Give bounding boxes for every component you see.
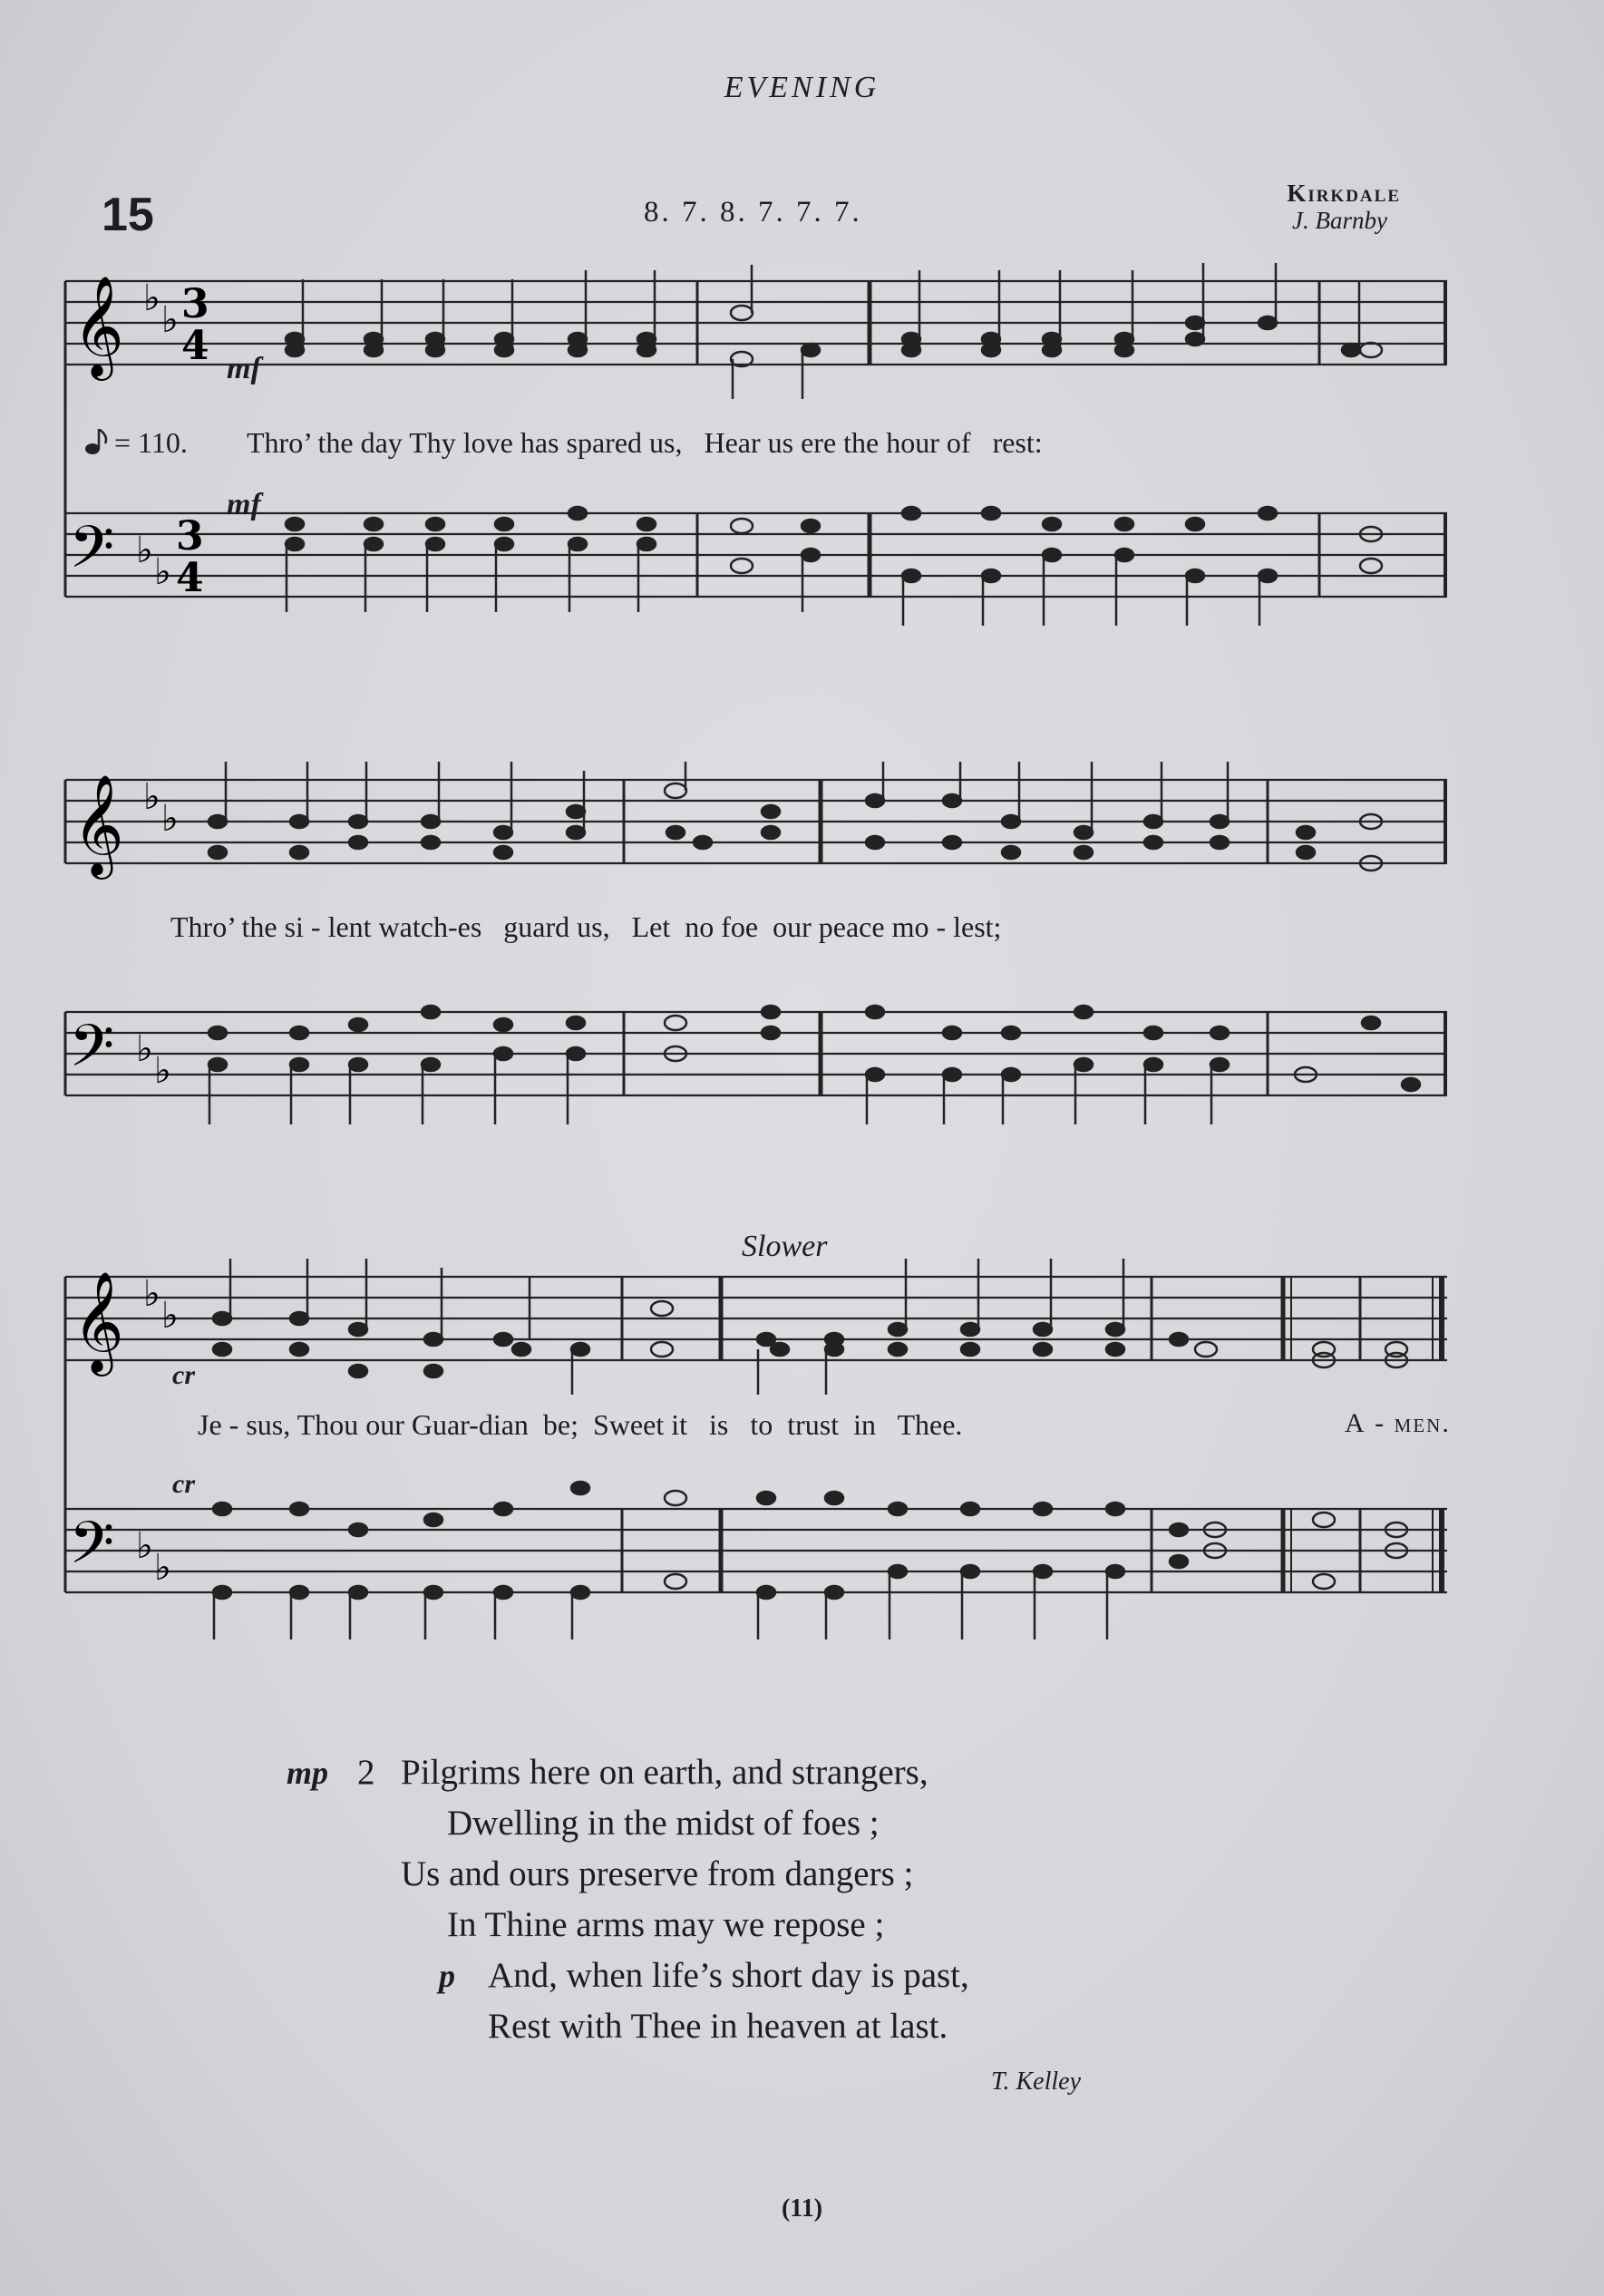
bass-clef-icon: 𝄢: [69, 514, 115, 596]
key-signature-3: [136, 1273, 179, 1589]
svg-text:♭: ♭: [136, 530, 153, 571]
bass-clef-icon: 𝄢: [69, 1013, 115, 1094]
svg-text:3: 3: [181, 281, 209, 327]
treble-clef-icon: 𝄞: [73, 773, 124, 875]
svg-text:3: 3: [176, 513, 204, 559]
bass-staff-2: [65, 1012, 1447, 1095]
tempo-marking: [82, 426, 188, 460]
tune-name: Kirkdale: [1287, 180, 1401, 207]
amen-lyric: [1345, 1408, 1451, 1439]
svg-text:♭: ♭: [143, 1273, 160, 1315]
composer: J. Barnby: [1292, 207, 1387, 234]
treble-staff-3: [65, 1277, 1447, 1360]
verse-2-dynamic: mp: [287, 1755, 329, 1791]
svg-text:♭: ♭: [154, 1547, 171, 1589]
treble-notes-3: [213, 1259, 1407, 1395]
hymn-number: 15: [102, 189, 154, 241]
treble-notes-1: [286, 263, 1382, 399]
verse-2-line-2: Dwelling in the midst of foes ;: [447, 1804, 880, 1843]
music-system-2: [0, 762, 1604, 1143]
svg-text:♭: ♭: [154, 1050, 171, 1092]
svg-text:♭: ♭: [136, 1525, 153, 1567]
verse-2-line-6: Rest with Thee in heaven at last.: [488, 2007, 948, 2046]
verse-2-number: 2: [357, 1753, 375, 1792]
lyrics-line-1: Thro’ the day Thy love has spared us, Hear us ere the hour of rest:: [247, 426, 1043, 459]
quaver-note-icon: [82, 429, 114, 456]
dynamic-mf-treble: mf: [227, 352, 261, 385]
svg-text:♭: ♭: [136, 1028, 153, 1070]
bass-clef-icon: 𝄢: [69, 1510, 115, 1591]
metre: 8. 7. 8. 7. 7. 7.: [644, 196, 862, 229]
svg-text:♭: ♭: [143, 776, 160, 818]
dynamic-cr-treble: cr: [172, 1360, 195, 1390]
verse-2-line-4: In Thine arms may we repose ;: [447, 1905, 885, 1944]
treble-clef-icon: 𝄞: [73, 1270, 124, 1372]
hymn-author: T. Kelley: [991, 2067, 1082, 2096]
bass-staff-3: [65, 1509, 1447, 1592]
lyrics-line-3: Je - sus, Thou our Guar-dian be; Sweet it is to trust in Thee.: [198, 1408, 963, 1441]
svg-text:♭: ♭: [161, 798, 179, 840]
verse-2-line-1: Pilgrims here on earth, and strangers,: [401, 1753, 928, 1792]
treble-clef-icon: 𝄞: [73, 275, 124, 376]
svg-text:♭: ♭: [161, 299, 179, 341]
treble-staff-1: [65, 281, 1447, 365]
bass-staff-1: [65, 513, 1447, 597]
dynamic-cr-bass: cr: [172, 1469, 195, 1499]
dynamic-mf-bass: mf: [227, 488, 261, 521]
lyrics-line-2: Thro’ the si - lent watch-es guard us, Let no foe our peace mo - lest;: [170, 910, 1002, 943]
svg-text:4: 4: [181, 323, 209, 369]
svg-text:♭: ♭: [161, 1295, 179, 1337]
bass-notes-3: [213, 1482, 1407, 1639]
amen-initial: A: [1345, 1408, 1366, 1438]
running-head: EVENING: [724, 71, 880, 104]
tempo-change-slower: Slower: [742, 1230, 828, 1263]
bass-notes-1: [286, 507, 1382, 626]
verse-2-line-5-dynamic: p: [439, 1958, 455, 1994]
svg-text:♭: ♭: [154, 551, 171, 593]
music-system-3: [0, 1259, 1604, 1639]
verse-2-line-5: And, when life’s short day is past,: [488, 1956, 969, 1995]
treble-staff-2: [65, 780, 1447, 863]
tempo-value: = 110.: [114, 426, 188, 459]
svg-text:♭: ♭: [143, 277, 160, 319]
treble-notes-2: [209, 762, 1382, 871]
svg-text:4: 4: [176, 555, 204, 601]
bass-notes-2: [209, 1006, 1420, 1124]
verse-2-line-3: Us and ours preserve from dangers ;: [401, 1854, 914, 1893]
amen-rest: - men.: [1366, 1408, 1451, 1438]
page-number: (11): [781, 2194, 823, 2223]
